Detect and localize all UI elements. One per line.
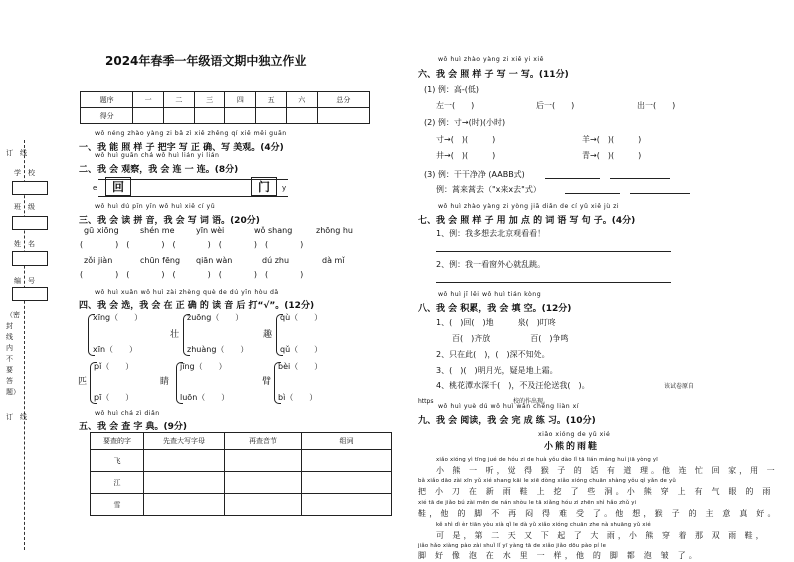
q7-example-1: 1、例：我多想去北京观看看！ — [436, 229, 546, 238]
story-line: 可 是，第 二 天 又 下 起 了 大 雨，小 熊 穿 着 那 双 雨 鞋， — [436, 531, 767, 540]
q7-heading: 七、我 会 照 样 子 用 加 点 的 词 语 写 句 子。(4分) — [418, 216, 636, 226]
q4-pinyin-opt: bèi — [278, 362, 291, 371]
q4-pinyin: wǒ huì xuǎn wǒ huì zài zhèng què de dú yīn hòu dǎ — [95, 289, 279, 296]
q4-pinyin-opt: bì — [278, 393, 286, 402]
q4-char: 趣 — [263, 330, 273, 340]
q2-heading: 二、我 会 观察，我 会 连 一 连。(8分) — [79, 165, 239, 175]
q6-sub3-label: (3) 例：干干净净 (AABB式) — [424, 170, 525, 179]
q6-sub1-item[interactable]: 出一( ) — [637, 101, 676, 110]
score-cell[interactable] — [164, 108, 195, 124]
sidebar-label-school: 学 校 — [14, 169, 35, 177]
q8-pinyin: wǒ huì jī lěi wǒ huì tián kòng — [438, 291, 542, 298]
pinyin-word: zǒi jiàn — [84, 256, 113, 265]
class-field[interactable] — [12, 216, 48, 230]
q6-sub2-item[interactable]: 青→( )( ) — [582, 151, 642, 160]
q9-heading: 九、我 会 阅读，我 会 完 成 练 习。(10分) — [418, 416, 596, 426]
dict-cell[interactable] — [302, 450, 392, 472]
binding-text-top: 订 线 — [6, 149, 27, 157]
score-cell[interactable] — [133, 108, 164, 124]
story-pinyin-line: xié tā de jiǎo bú zài mēn de nán shòu le tā xiǎng hóu zi zhēn shì hǎo zhǔ yi — [418, 500, 637, 506]
q4-heading: 四、我 会 选，我 会 在 正 确 的 读 音 后 打“√”。(12分) — [79, 301, 315, 311]
dict-row — [91, 494, 392, 516]
q3-answer-row2[interactable]: ( ) ( ) ( ) ( ) ( ) — [80, 270, 304, 279]
dict-row — [91, 450, 392, 472]
dict-cell[interactable] — [144, 472, 225, 494]
score-row-label: 得分 — [81, 108, 133, 124]
q2-letter: e — [93, 184, 98, 192]
q6-sub3-example2: 例：蒿来蒿去（"x来x去"式） — [436, 185, 541, 194]
q8-line-4[interactable]: 4、桃花潭水深千( )，不及汪伦送我( )。 — [436, 381, 590, 390]
dictionary-table — [90, 432, 392, 516]
dict-cell[interactable] — [302, 472, 392, 494]
score-header: 五 — [256, 92, 287, 108]
pinyin-word: shén me — [140, 226, 175, 235]
dict-header: 要查的字 — [91, 433, 144, 450]
dict-cell[interactable] — [225, 450, 302, 472]
q4-pinyin-opt: pǐ — [94, 362, 102, 371]
q8-line-1[interactable]: 1、( )回( )地 泉( )叮咚 — [436, 318, 556, 327]
dict-header-row — [91, 433, 392, 450]
pinyin-word: yīn wèi — [196, 226, 225, 235]
story-line: 把 小 刀 在 新 雨 鞋 上 挖 了 些 洞。小 熊 穿 上 有 气 眼 的 雨 — [418, 487, 774, 496]
q4-option[interactable]: bì（ ） — [278, 393, 318, 402]
q2-char-2: 门 — [251, 177, 277, 196]
score-header: 六 — [286, 92, 317, 108]
dict-header: 再查音节 — [225, 433, 302, 450]
q4-pinyin-opt: qǔ — [280, 345, 291, 354]
q4-option[interactable]: jīng（ ） — [180, 362, 227, 371]
sidebar-label-class: 班 级 — [14, 203, 35, 211]
story-line: 鞋，他 的 脚 不 再 闷 得 难 受 了。他 想，猴 子 的 主 意 真 好。 — [418, 509, 779, 518]
score-header: 一 — [133, 92, 164, 108]
q6-sub1-item[interactable]: 左一( ) — [436, 101, 475, 110]
score-header: 四 — [225, 92, 256, 108]
dict-row — [91, 472, 392, 494]
dict-char: 雪 — [91, 494, 144, 516]
pinyin-word: chūn fēng — [140, 256, 181, 265]
story-line: 小 熊 一 听，觉 得 猴 子 的 话 有 道 理。他 连 忙 回 家，用 一 — [436, 466, 778, 475]
q6-answer-line[interactable] — [565, 193, 620, 194]
q1-pinyin: wǒ néng zhào yàng zi bǎ zì xiě zhěng qí xiě měi guān — [95, 130, 287, 137]
q3-heading: 三、我 会 读 拼 音，我 会 写 词 语。(20分) — [79, 216, 260, 226]
q7-answer-line[interactable] — [436, 282, 671, 283]
story-title: 小熊的雨鞋 — [544, 442, 600, 452]
q7-pinyin: wǒ huì zhào yàng zi yòng jiā diǎn de cí yǔ xiě jù zi — [438, 203, 620, 210]
pinyin-word: dú zhu — [262, 256, 290, 265]
q8-line-1b[interactable]: 百( )齐放 百( )争鸣 — [452, 334, 569, 343]
q4-option[interactable]: zuōng（ ） — [187, 313, 244, 322]
pinyin-word: wǒ shang — [254, 226, 293, 235]
q5-pinyin: wǒ huì chá zì diǎn — [95, 410, 160, 417]
seal-notice: （密封线内不要答题） — [6, 311, 20, 396]
score-table — [80, 91, 370, 124]
q4-option[interactable]: pǐ（ ） — [94, 362, 134, 371]
q6-sub1-label: (1) 例：高-(低) — [424, 85, 480, 94]
q4-option[interactable]: bèi（ ） — [278, 362, 323, 371]
source-url: https — [418, 398, 434, 405]
sidebar-label-number: 编 号 — [14, 277, 35, 285]
pinyin-word: qiān wàn — [196, 256, 233, 265]
page-title: 2024年春季一年级语文期中独立作业 — [105, 54, 307, 68]
score-header: 三 — [194, 92, 225, 108]
dict-char: 江 — [91, 472, 144, 494]
number-field[interactable] — [12, 287, 48, 301]
q6-answer-line[interactable] — [610, 178, 670, 179]
q4-option[interactable]: xīn（ ） — [93, 345, 138, 354]
score-cell[interactable] — [194, 108, 225, 124]
name-field[interactable] — [12, 251, 48, 266]
q6-heading: 六、我 会 照 样 子 写 一 写。(11分) — [418, 70, 569, 80]
score-header: 二 — [164, 92, 195, 108]
q2-letter: y — [282, 184, 287, 192]
q6-sub1-item[interactable]: 后一( ) — [536, 101, 575, 110]
q4-option[interactable]: xīng（ ） — [93, 313, 143, 322]
q8-line-4-tail: 该试卷原自 — [664, 383, 695, 390]
score-cell[interactable] — [256, 108, 287, 124]
q9-pinyin: wǒ huì yuè dú wǒ huì wán chéng liàn xí — [438, 403, 580, 410]
score-header: 题序 — [81, 92, 133, 108]
q4-pinyin-opt: xīng — [93, 313, 111, 322]
q6-sub2-item[interactable]: 羊→( )( ) — [582, 135, 642, 144]
q2-char-1: 回 — [105, 177, 131, 196]
q7-example-2: 2、例：我一看窗外心就乱跳。 — [436, 260, 546, 269]
q6-sub2-item[interactable]: 井→( )( ) — [436, 151, 496, 160]
story-pinyin-line: jiǎo hǎo xiàng pào zài shuǐ lǐ yī yàng tā de xiǎo jiǎo dōu pào pí le — [418, 543, 607, 549]
q4-pinyin-opt: zuōng — [187, 313, 212, 322]
story-pinyin-line: kě shì dì èr tiān yòu xià qǐ le dà yǔ xiǎo xióng chuān zhe nà shuāng yǔ xié — [436, 522, 651, 528]
q4-pinyin-opt: jīng — [180, 362, 195, 371]
q4-char: 匹 — [78, 377, 88, 387]
q4-char: 睛 — [160, 377, 170, 387]
q4-pinyin-opt: pī — [94, 393, 102, 402]
score-row — [81, 108, 370, 124]
pinyin-word: zhōng hu — [316, 226, 353, 235]
q4-pinyin-opt: qù — [280, 313, 291, 322]
q4-char: 臂 — [262, 377, 272, 387]
binding-text-bottom: 订 线 — [6, 413, 27, 421]
q7-answer-line[interactable] — [436, 251, 671, 252]
score-header: 总分 — [317, 92, 369, 108]
q4-option[interactable]: luōn（ ） — [180, 393, 230, 402]
score-cell[interactable] — [286, 108, 317, 124]
dict-cell[interactable] — [144, 494, 225, 516]
dict-header: 先查大写字母 — [144, 433, 225, 450]
dict-cell[interactable] — [302, 494, 392, 516]
q3-answer-row1[interactable]: ( ) ( ) ( ) ( ) ( ) — [80, 240, 304, 249]
school-field[interactable] — [12, 181, 48, 195]
q2-pinyin: wǒ huì guān chá wǒ huì lián yi lián — [95, 152, 220, 159]
q6-sub2-item[interactable]: 寸→( )( ) — [436, 135, 496, 144]
q6-sub2-label: (2) 例：寸→(时)(小时) — [424, 118, 506, 127]
q4-pinyin-opt: xīn — [93, 345, 106, 354]
source-url-tail: 校的作出现。 — [513, 398, 550, 405]
q4-pinyin-opt: zhuàng — [187, 345, 217, 354]
q4-option[interactable]: pī（ ） — [94, 393, 134, 402]
q8-line-2[interactable]: 2、只在此( )，( )深不知处。 — [436, 350, 550, 359]
dict-header: 组词 — [302, 433, 392, 450]
dict-cell[interactable] — [144, 450, 225, 472]
q4-option[interactable]: qù（ ） — [280, 313, 323, 322]
q6-pinyin: wǒ huì zhào yàng zi xiě yi xiě — [438, 56, 544, 63]
score-header-row — [81, 92, 370, 108]
q3-pinyin: wǒ huì dú pīn yīn wǒ huì xiě cí yǔ — [95, 203, 216, 210]
pinyin-word: gū xiōng — [84, 226, 119, 235]
q6-answer-line[interactable] — [630, 193, 690, 194]
score-cell[interactable] — [225, 108, 256, 124]
q5-heading: 五、我 会 查 字 典。(9分) — [79, 422, 188, 432]
dict-cell[interactable] — [225, 472, 302, 494]
pinyin-word: dà mǐ — [322, 256, 345, 265]
sidebar-label-name: 姓 名 — [14, 240, 35, 248]
dict-char: 飞 — [91, 450, 144, 472]
q8-heading: 八、我 会 积累，我 会 填 空。(12分) — [418, 304, 572, 314]
story-pinyin-line: bǎ xiǎo dāo zài xīn yǔ xié shang kāi le xiē dòng xiǎo xióng chuān shàng yǒu qì yǎn de yǔ — [418, 478, 676, 484]
q4-option[interactable]: zhuàng（ ） — [187, 345, 249, 354]
story-title-pinyin: xiǎo xióng de yǔ xié — [538, 431, 611, 438]
score-cell[interactable] — [317, 108, 369, 124]
q4-pinyin-opt: luōn — [180, 393, 198, 402]
dict-cell[interactable] — [225, 494, 302, 516]
q8-line-3[interactable]: 3、( )( )明月光，疑是地上霜。 — [436, 366, 558, 375]
q4-char: 壮 — [170, 330, 180, 340]
story-pinyin-line: xiǎo xióng yì tīng jué de hóu zi de huà yǒu dào lǐ tā lián máng huí jiā yòng yī — [436, 457, 659, 463]
q6-answer-line[interactable] — [545, 178, 600, 179]
story-line: 脚 好 像 泡 在 水 里 一 样，他 的 脚 都 泡 皱 了。 — [418, 551, 700, 560]
q1-heading: 一、我 能 照 样 子 把字 写 正 确、写 美观。(4分) — [79, 143, 284, 153]
q4-option[interactable]: qǔ（ ） — [280, 345, 323, 354]
